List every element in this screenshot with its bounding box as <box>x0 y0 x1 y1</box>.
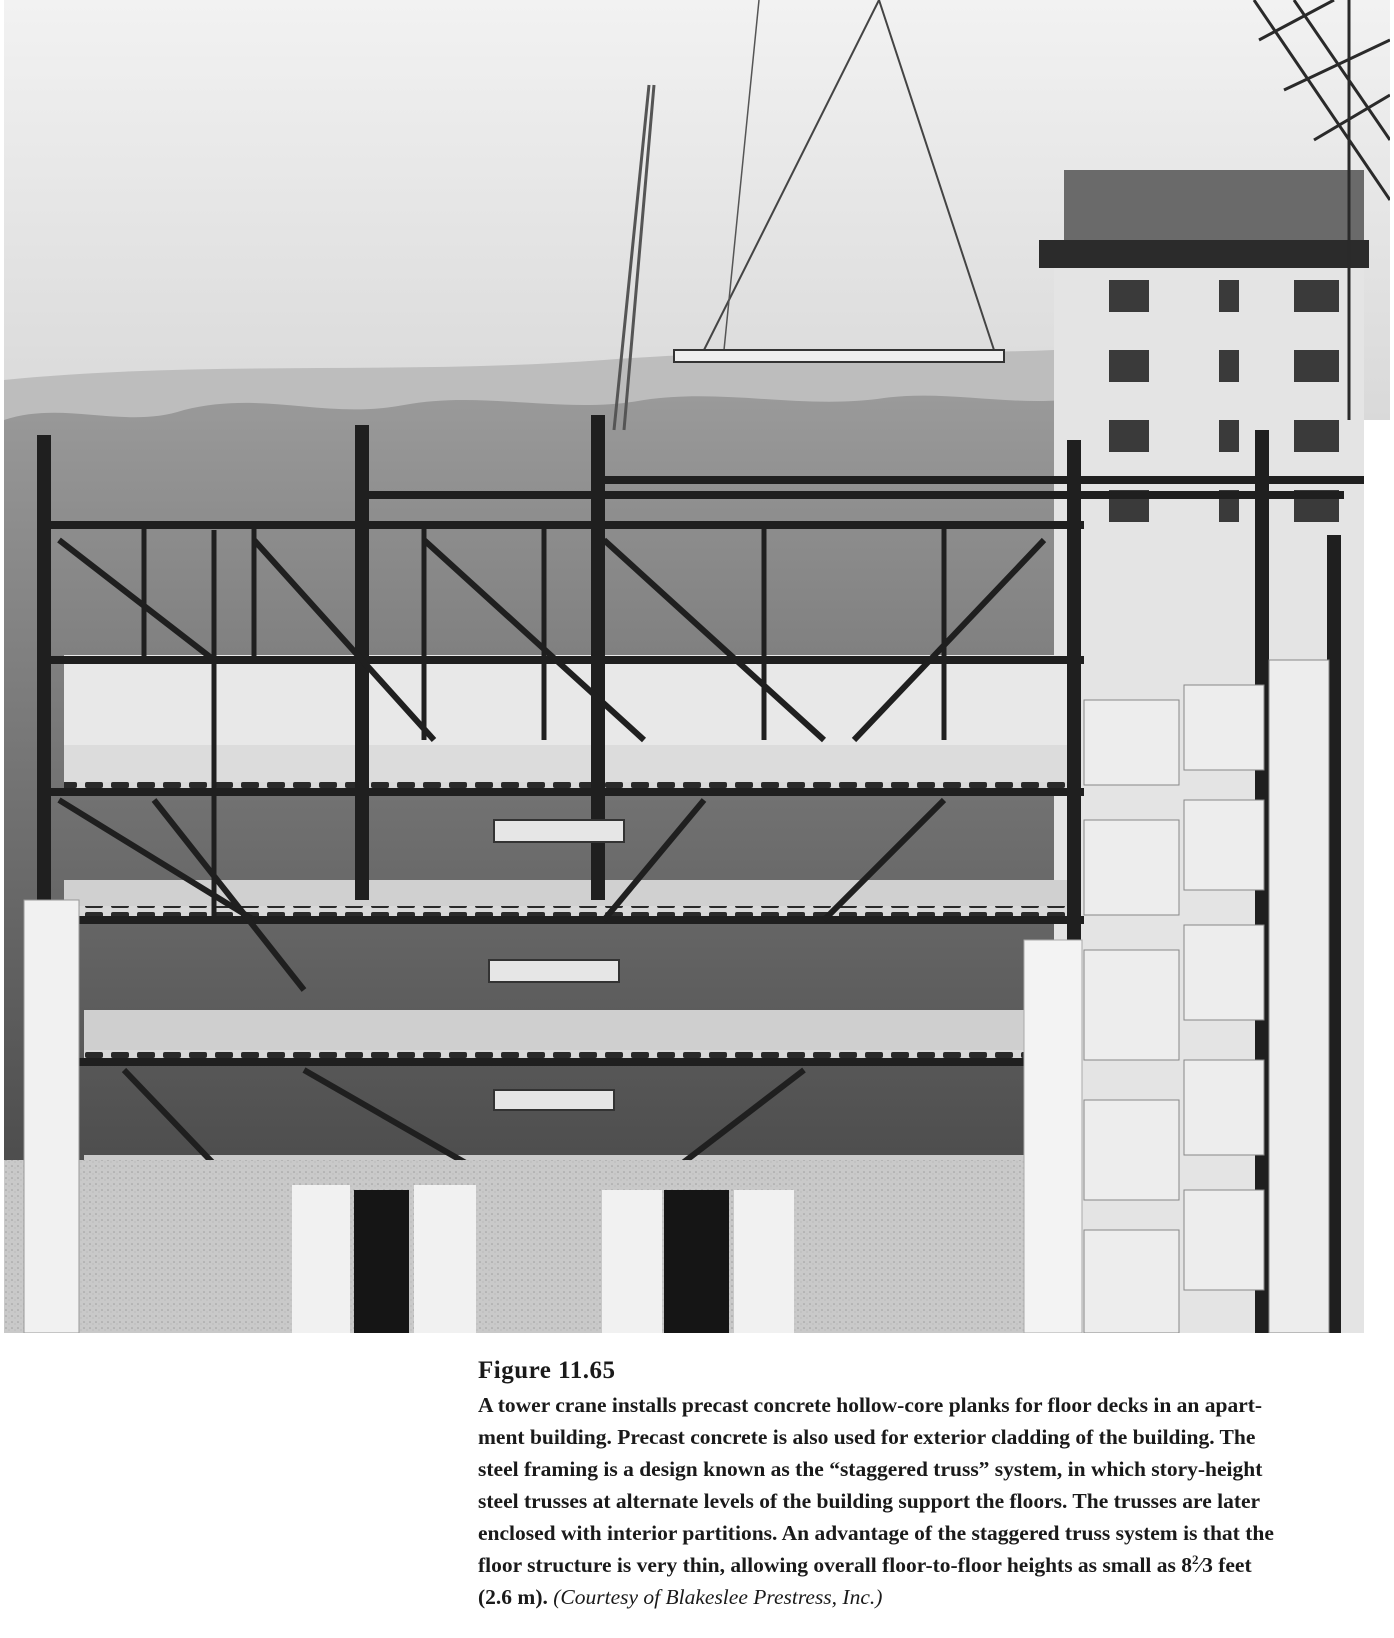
caption-line: ment building. Precast concrete is also used for exterior cladding of the building. The <box>478 1425 1256 1449</box>
caption-line6-unit: feet <box>1212 1553 1252 1577</box>
caption-line: steel trusses at alternate levels of the building support the floors. The trusses are later <box>478 1489 1261 1513</box>
figure-caption <box>478 1357 1390 1613</box>
fraction-numerator: 2 <box>1192 1551 1199 1567</box>
photo-illustration <box>4 0 1390 1333</box>
caption-line: steel framing is a design known as the “staggered truss” system, in which story-height <box>478 1457 1263 1481</box>
fraction-denominator: ⁄3 <box>1198 1553 1213 1577</box>
caption-line: A tower crane installs precast concrete hollow-core planks for floor decks in an apart- <box>478 1393 1263 1417</box>
caption-line7-text: (2.6 m). <box>478 1585 548 1609</box>
construction-photo <box>4 0 1390 1333</box>
photo-credit: (Courtesy of Blakeslee Prestress, Inc.) <box>553 1585 883 1609</box>
caption-line <box>478 1549 1390 1581</box>
caption-line6-text: floor structure is very thin, allowing overall floor-to-floor heights as small as 8 <box>478 1553 1193 1577</box>
caption-line <box>478 1581 1390 1613</box>
figure-caption-text <box>478 1389 1390 1613</box>
figure-label: Figure 11.65 <box>478 1357 616 1384</box>
caption-line: enclosed with interior partitions. An advantage of the staggered truss system is that the <box>478 1521 1274 1545</box>
